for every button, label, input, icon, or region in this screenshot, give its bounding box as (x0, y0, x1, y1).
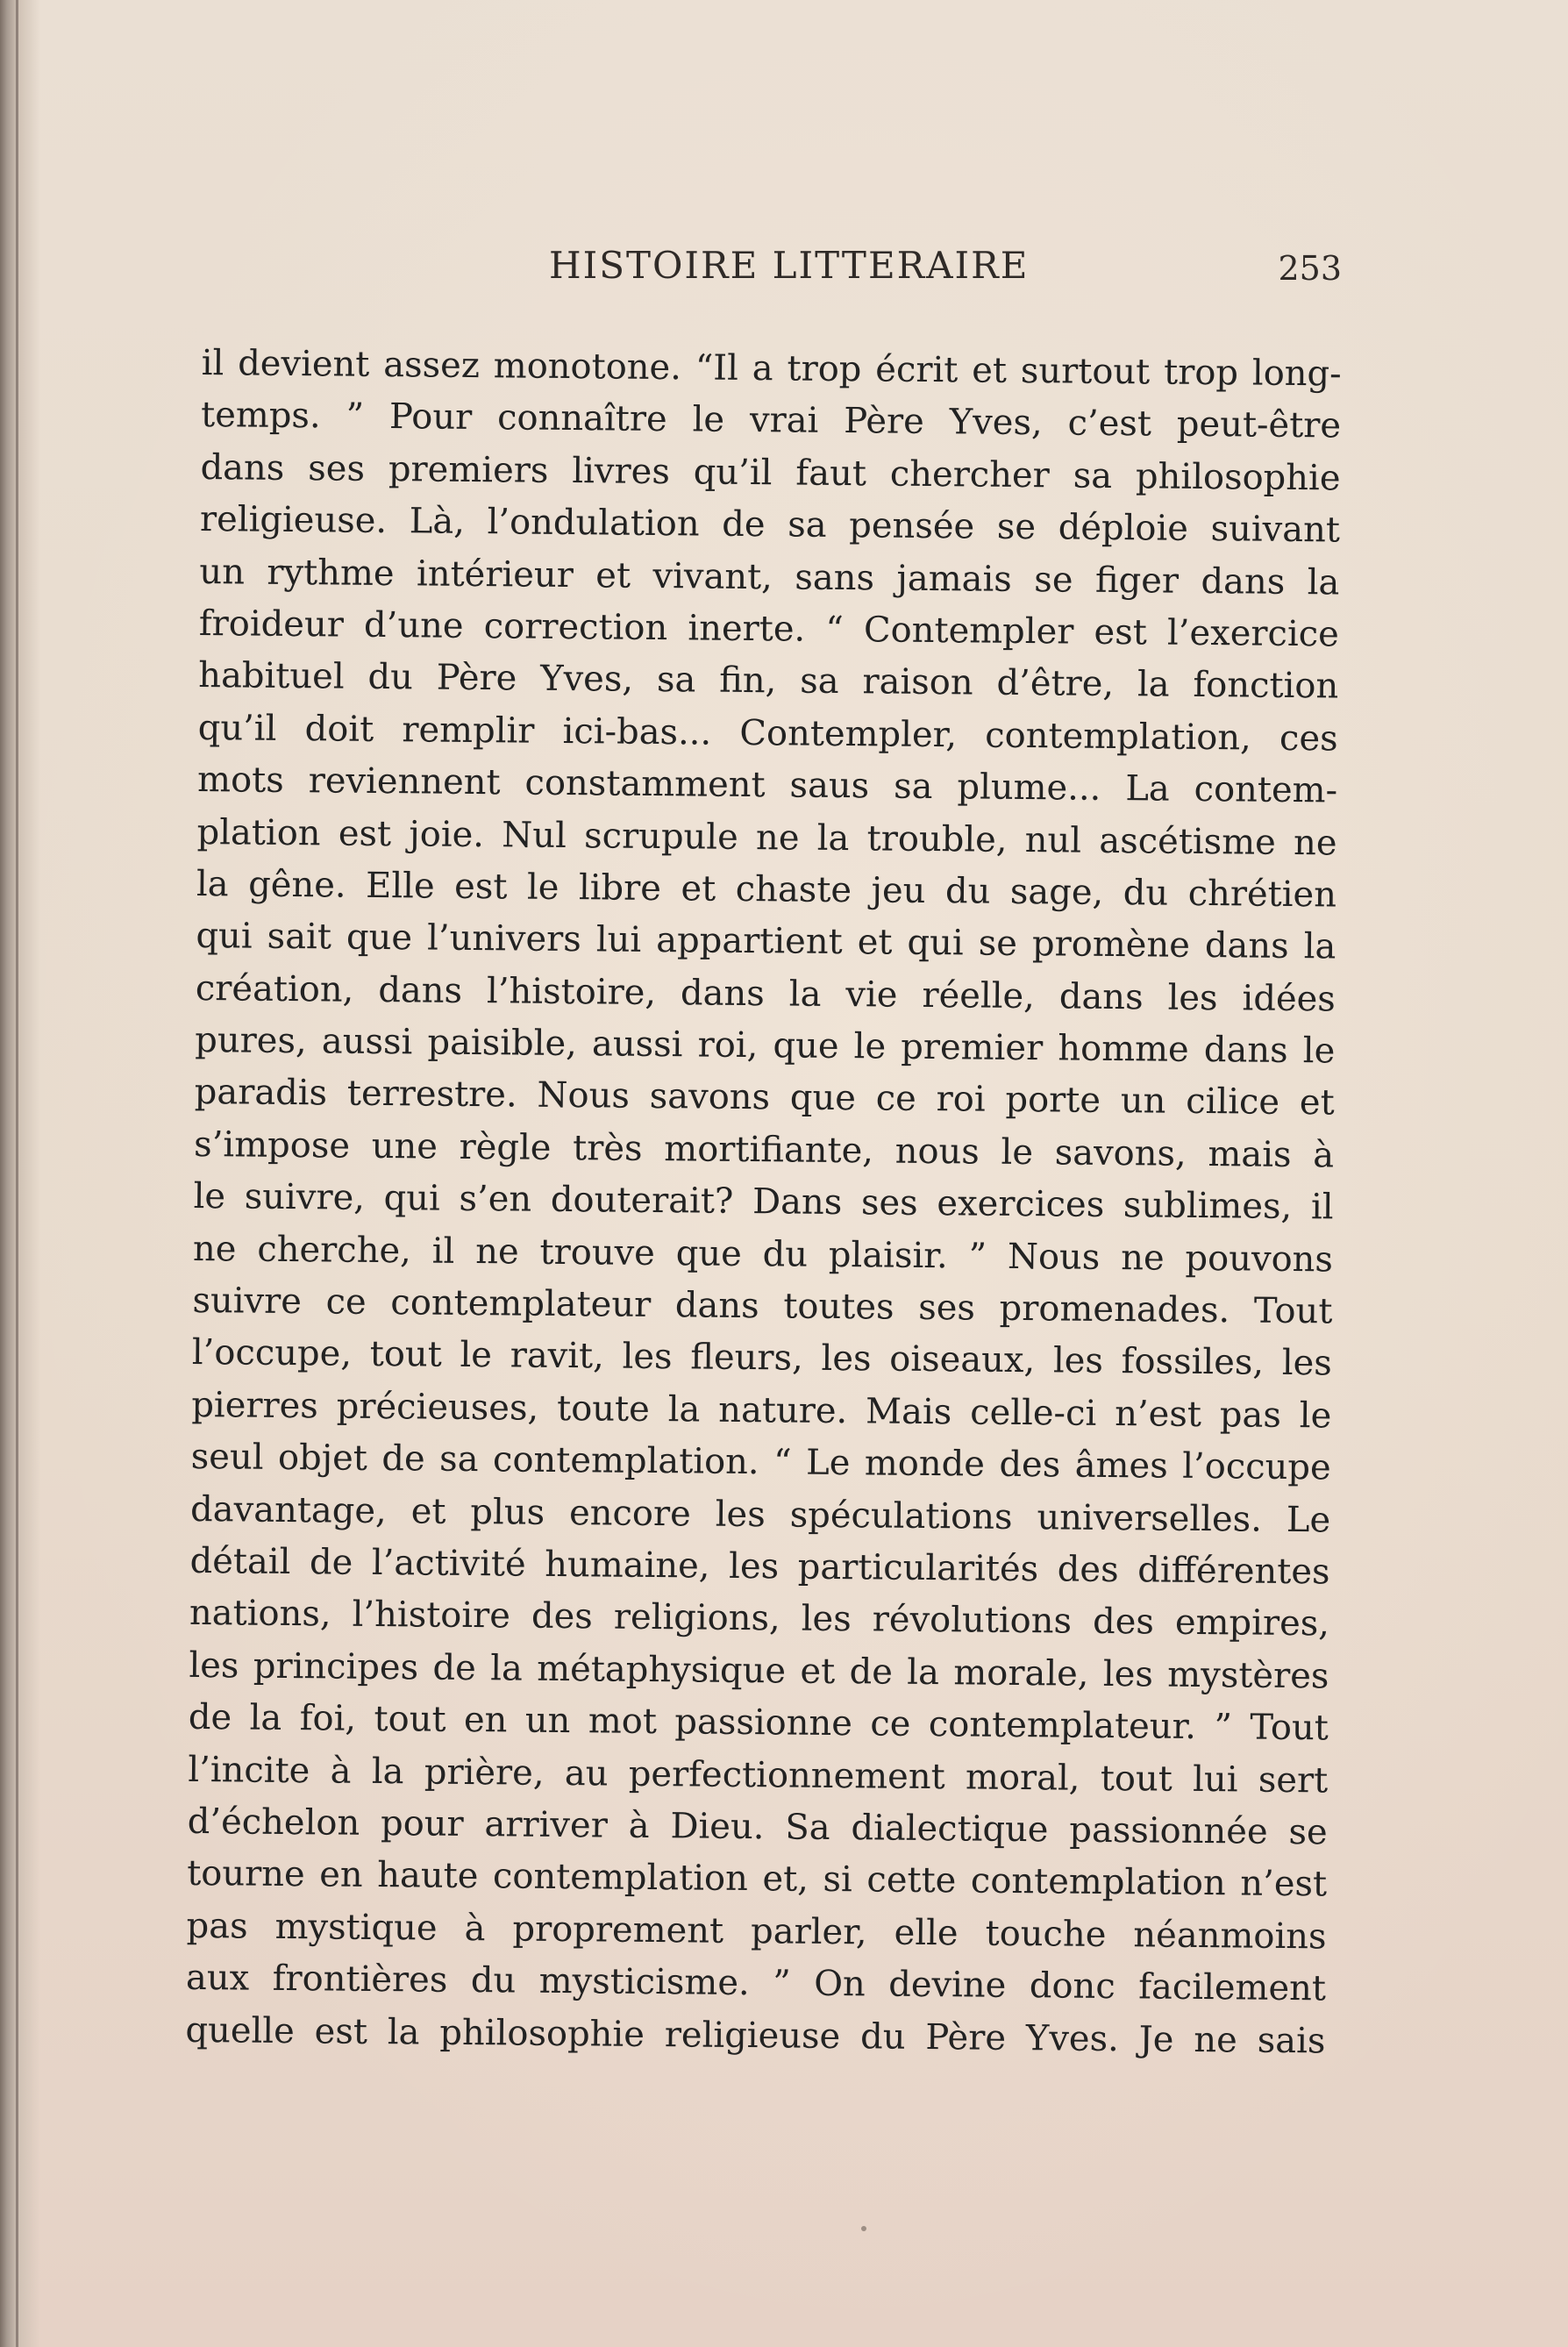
body-text (185, 338, 1342, 2067)
text-line: religieuse. Là, l’ondulation de sa pensée se déploie suivant (199, 499, 1341, 551)
text-line: seul objet de sa contemplation. “ Le monde des âmes l’occupe (190, 1437, 1331, 1488)
text-line: pierres précieuses, toute la nature. Mais celle-ci n’est pas le (191, 1384, 1332, 1437)
page-number: 253 (1278, 249, 1342, 288)
text-line: mots reviennent constamment saus sa plume... La contem- (196, 760, 1338, 811)
text-line: il devient assez monotone. “Il a trop écrit et surtout trop long- (201, 342, 1342, 395)
text-line: un rythme intérieur et vivant, sans jamais se figer dans la (199, 551, 1340, 603)
paper-speck (861, 2226, 866, 2231)
text-line: dans ses premiers livres qu’il faut chercher sa philosophie (200, 446, 1341, 499)
text-line: d’échelon pour arriver à Dieu. Sa dialectique passionnée se (187, 1801, 1328, 1853)
text-line: création, dans l’histoire, dans la vie réelle, dans les idées (195, 967, 1336, 1020)
text-line: suivre ce contemplateur dans toutes ses promenades. Tout (192, 1280, 1333, 1332)
text-line: l’incite à la prière, au perfectionnement moral, tout lui sert (188, 1749, 1329, 1801)
page-header (202, 244, 1342, 296)
text-line: plation est joie. Nul scrupule ne la trouble, nul ascétisme ne (196, 811, 1337, 863)
text-line: qui sait que l’univers lui appartient et qui se promène dans la (196, 916, 1336, 967)
text-line: la gêne. Elle est le libre et chaste jeu du sage, du chrétien (196, 863, 1337, 916)
text-line: habituel du Père Yves, sa fin, sa raison d’être, la fonction (198, 655, 1339, 707)
page-binding-edge (0, 0, 40, 2347)
text-line: pures, aussi paisible, aussi roi, que le premier homme dans le (195, 1020, 1336, 1072)
text-line: nations, l’histoire des religions, les révolutions des empires, (189, 1593, 1330, 1644)
text-line: le suivre, qui s’en douterait? Dans ses exercices sublimes, il (193, 1176, 1334, 1228)
text-line: qu’il doit remplir ici-bas... Contempler, contemplation, ces (197, 707, 1338, 760)
running-title: HISTOIRE LITTERAIRE (549, 244, 1030, 287)
text-line: s’impose une règle très mortifiante, nous le savons, mais à (193, 1124, 1335, 1176)
text-line: tourne en haute contemplation et, si cette contemplation n’est (186, 1853, 1328, 1905)
text-line: paradis terrestre. Nous savons que ce roi porte un cilice et (194, 1072, 1335, 1124)
text-line: aux frontières du mysticisme. ” On devine donc facilement (185, 1958, 1327, 2009)
text-line: l’occupe, tout le ravit, les fleurs, les oiseaux, les fossiles, les (191, 1332, 1333, 1384)
text-line: les principes de la métaphysique et de la morale, les mystères (189, 1644, 1329, 1697)
page-binding-line (16, 0, 18, 2347)
text-line: de la foi, tout en un mot passionne ce contemplateur. ” Tout (188, 1697, 1329, 1749)
text-line: quelle est la philosophie religieuse du Père Yves. Je ne sais (185, 2009, 1326, 2061)
text-line: détail de l’activité humaine, les particularités des différentes (189, 1540, 1330, 1593)
text-line: froideur d’une correction inerte. “ Contempler est l’exercice (198, 603, 1340, 655)
text-line: davantage, et plus encore les spéculations universelles. Le (189, 1488, 1331, 1541)
text-line: temps. ” Pour connaître le vrai Père Yves, c’est peut-être (200, 395, 1342, 446)
text-line: ne cherche, il ne trouve que du plaisir. ” Nous ne pouvons (192, 1228, 1334, 1281)
text-line: pas mystique à proprement parler, elle touche néanmoins (186, 1905, 1327, 1958)
